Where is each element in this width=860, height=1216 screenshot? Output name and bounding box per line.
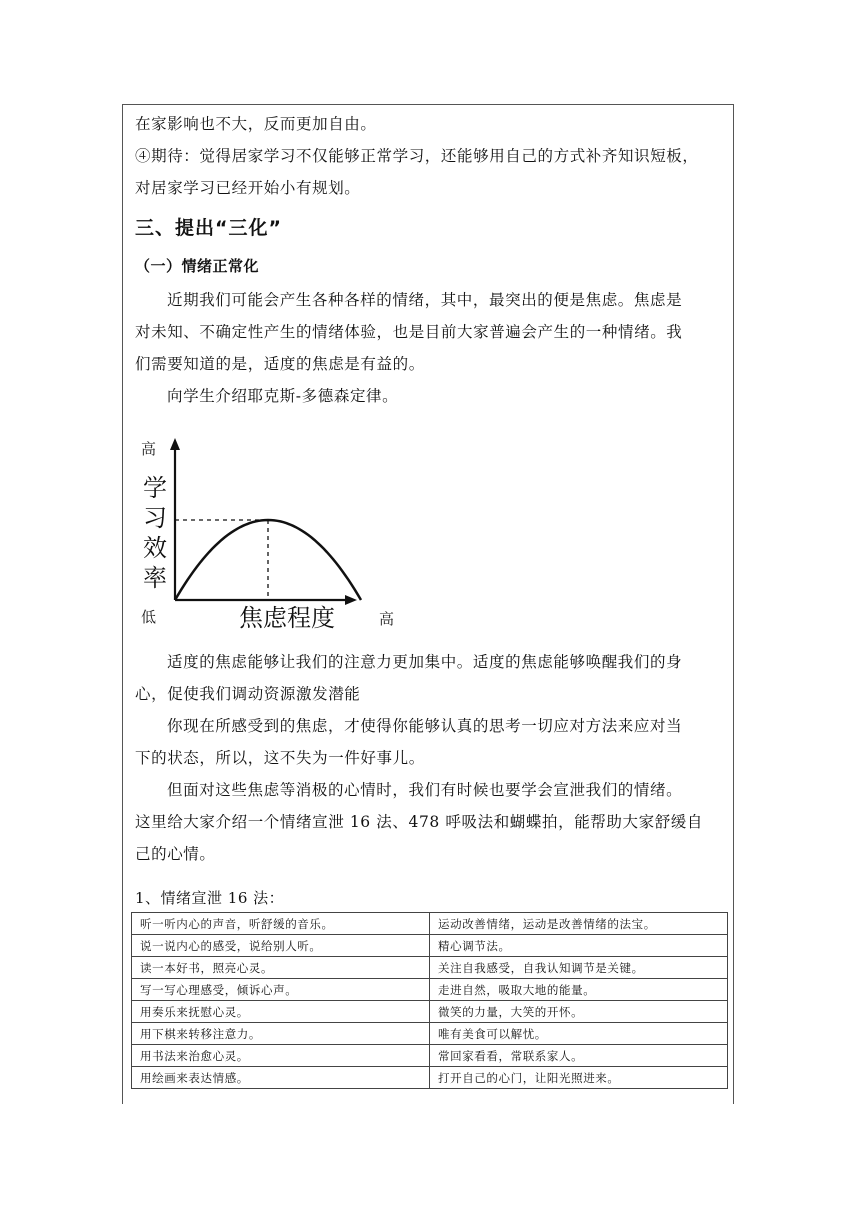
y-axis-label-1: 学 xyxy=(143,474,167,502)
table-cell: 用绘画来表达情感。 xyxy=(132,1067,430,1089)
table-cell: 打开自己的心门，让阳光照进来。 xyxy=(430,1067,728,1089)
paragraph-line: 们需要知道的是，适度的焦虑是有益的。 xyxy=(135,355,425,373)
document-body xyxy=(135,108,728,412)
table-cell: 说一说内心的感受，说给别人听。 xyxy=(132,935,430,957)
y-axis-arrow xyxy=(170,438,180,450)
table-cell: 听一听内心的声音，听舒缓的音乐。 xyxy=(132,913,430,935)
intro-line: 在家影响也不大，反而更加自由。 xyxy=(135,115,377,133)
table-row xyxy=(132,935,728,957)
table-title: 1、情绪宣泄 16 法： xyxy=(135,889,285,907)
y-axis-label-3: 效 xyxy=(143,534,167,562)
y-axis-label-2: 习 xyxy=(143,504,167,532)
table-cell: 读一本好书，照亮心灵。 xyxy=(132,957,430,979)
document-body-lower xyxy=(135,646,728,870)
yerkes-dodson-chart xyxy=(135,432,405,634)
paragraph-line: 这里给大家介绍一个情绪宣泄 16 法、478 呼吸法和蝴蝶拍，能帮助大家舒缓自 xyxy=(135,813,703,831)
table-cell: 运动改善情绪，运动是改善情绪的法宝。 xyxy=(430,913,728,935)
paragraph-line: 对未知、不确定性产生的情绪体验，也是目前大家普遍会产生的一种情绪。我 xyxy=(135,323,683,341)
table-cell: 微笑的力量，大笑的开怀。 xyxy=(430,1001,728,1023)
table-row xyxy=(132,979,728,1001)
x-axis-arrow xyxy=(345,595,357,605)
table-cell: 关注自我感受，自我认知调节是关键。 xyxy=(430,957,728,979)
paragraph-line: 心，促使我们调动资源激发潜能 xyxy=(135,685,361,703)
intro-line: ④期待：觉得居家学习不仅能够正常学习，还能够用自己的方式补齐知识短板， xyxy=(135,147,699,165)
table-cell: 精心调节法。 xyxy=(430,935,728,957)
x-axis-label: 焦虑程度 xyxy=(239,604,335,632)
paragraph-line: 己的心情。 xyxy=(135,845,216,863)
paragraph-line: 但面对这些焦虑等消极的心情时，我们有时候也要学会宣泄我们的情绪。 xyxy=(167,781,683,799)
section-heading: 三、提出“三化” xyxy=(135,217,282,239)
paragraph-line: 向学生介绍耶克斯-多德森定律。 xyxy=(167,387,399,405)
x-low-label: 低 xyxy=(141,608,157,626)
paragraph-line: 下的状态，所以，这不失为一件好事儿。 xyxy=(135,749,425,767)
emotion-release-table xyxy=(131,912,728,1089)
table-row xyxy=(132,1045,728,1067)
table-cell: 走进自然，吸取大地的能量。 xyxy=(430,979,728,1001)
table-row xyxy=(132,1001,728,1023)
table-cell: 写一写心理感受，倾诉心声。 xyxy=(132,979,430,1001)
subsection-heading: （一）情绪正常化 xyxy=(135,257,260,275)
table-row xyxy=(132,1023,728,1045)
table-cell: 用奏乐来抚慰心灵。 xyxy=(132,1001,430,1023)
table-cell: 用下棋来转移注意力。 xyxy=(132,1023,430,1045)
paragraph-line: 适度的焦虑能够让我们的注意力更加集中。适度的焦虑能够唤醒我们的身 xyxy=(167,653,683,671)
table-cell: 唯有美食可以解忧。 xyxy=(430,1023,728,1045)
paragraph-line: 你现在所感受到的焦虑，才使得你能够认真的思考一切应对方法来应对当 xyxy=(167,717,683,735)
x-high-label: 高 xyxy=(379,610,395,628)
y-axis-label-4: 率 xyxy=(143,564,167,592)
table-cell: 用书法来治愈心灵。 xyxy=(132,1045,430,1067)
y-high-label: 高 xyxy=(141,440,157,458)
intro-line: 对居家学习已经开始小有规划。 xyxy=(135,179,361,197)
paragraph-line: 近期我们可能会产生各种各样的情绪，其中，最突出的便是焦虑。焦虑是 xyxy=(167,291,683,309)
table-cell: 常回家看看，常联系家人。 xyxy=(430,1045,728,1067)
table-row xyxy=(132,957,728,979)
table-row xyxy=(132,913,728,935)
table-row xyxy=(132,1067,728,1089)
